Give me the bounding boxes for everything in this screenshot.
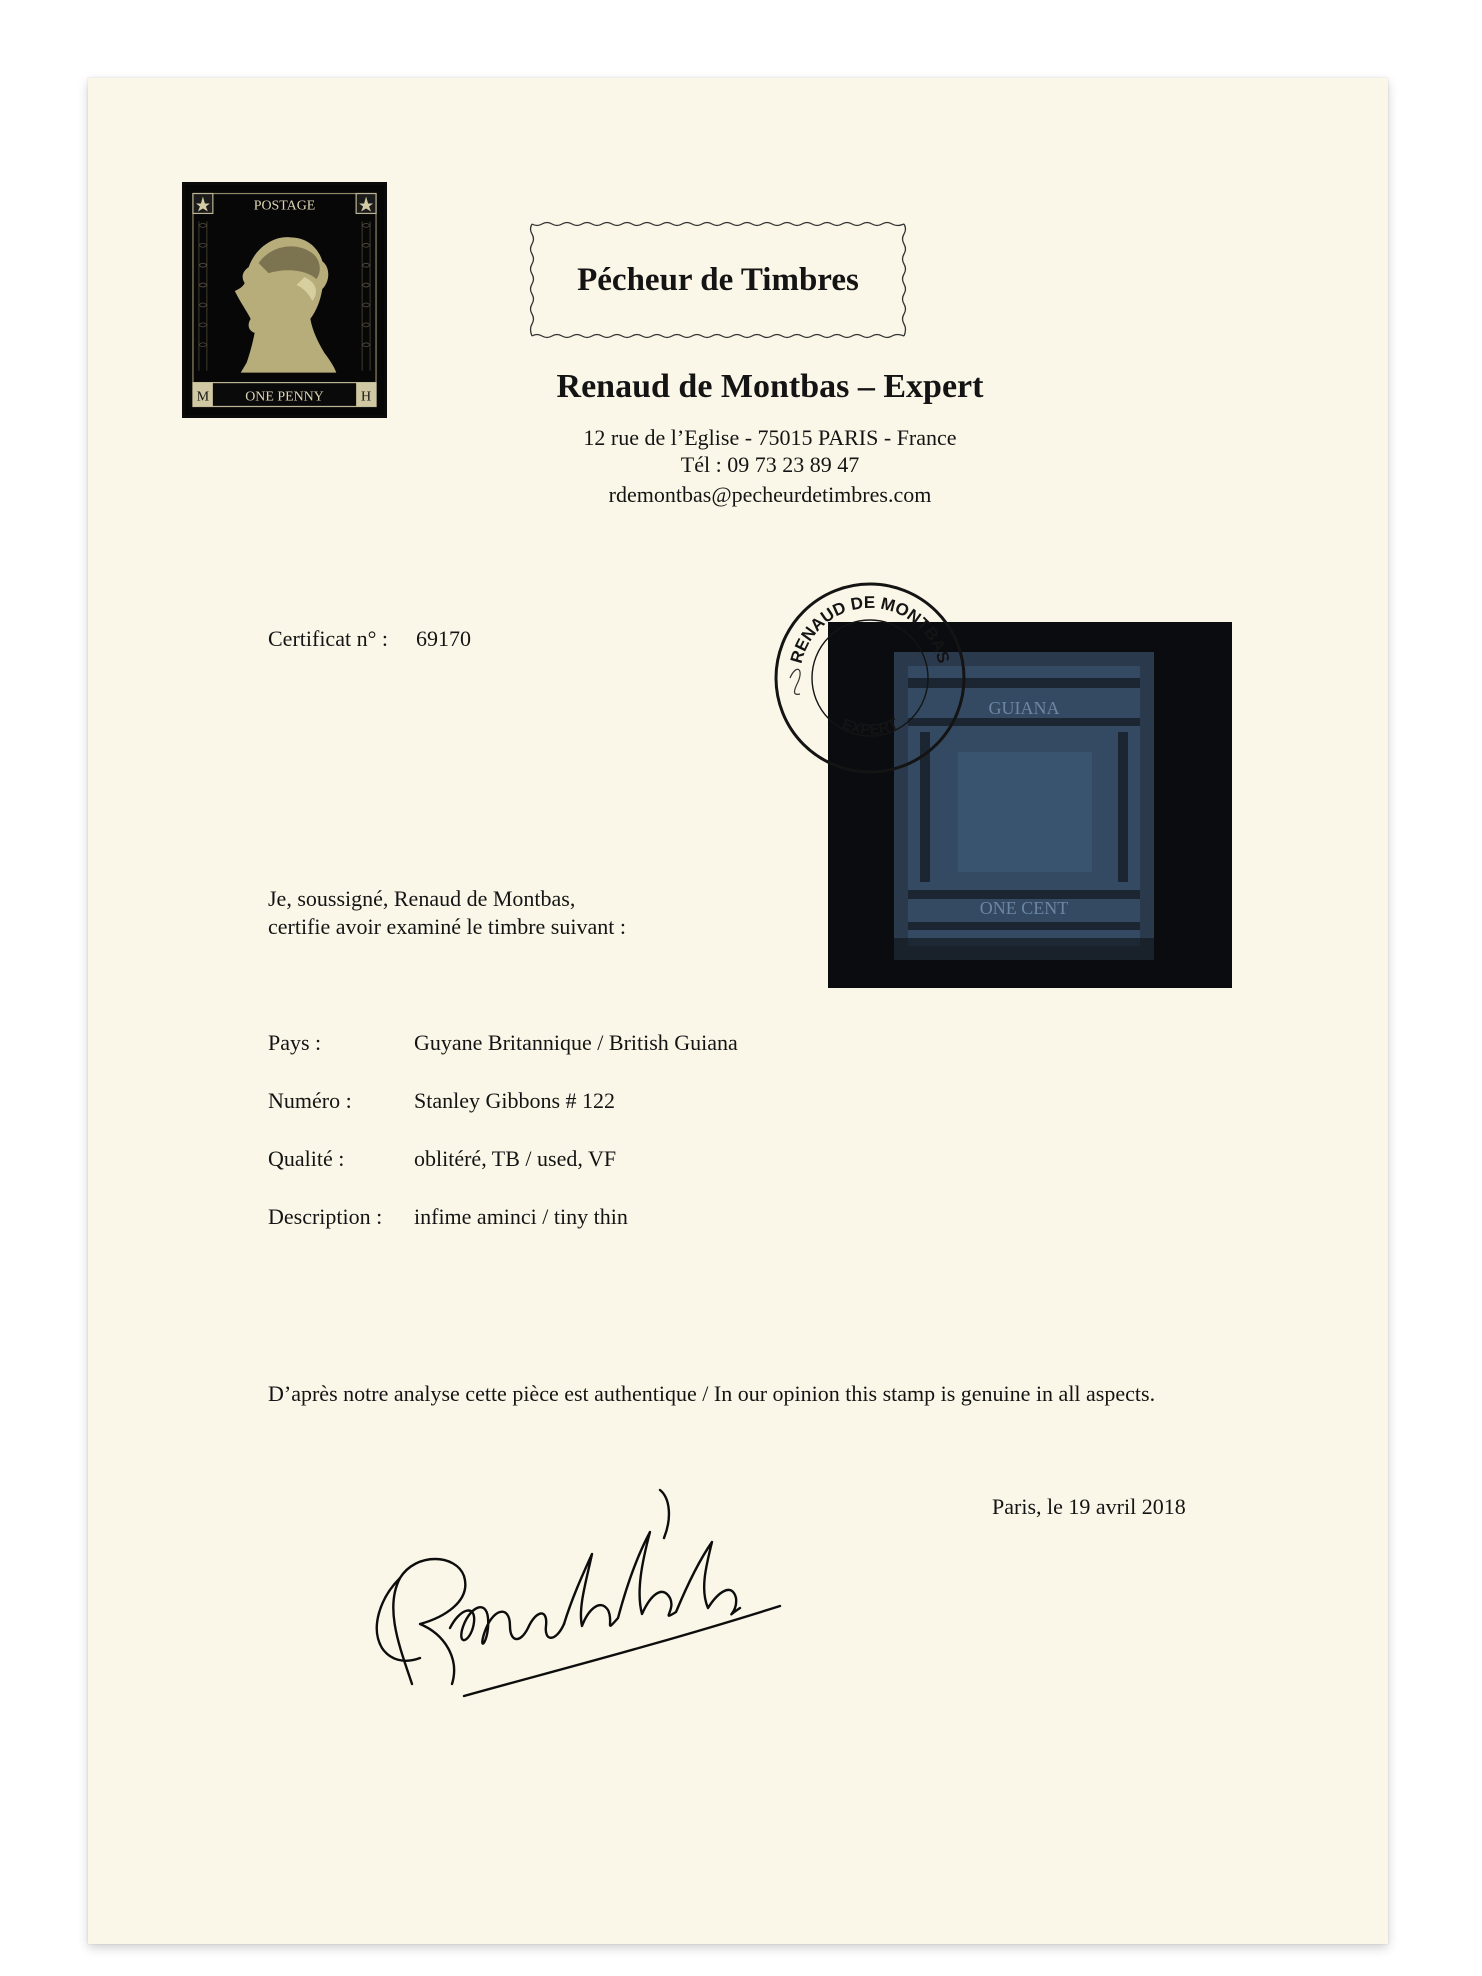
- place-and-date: Paris, le 19 avril 2018: [992, 1494, 1186, 1519]
- certificate-number-value: 69170: [416, 626, 471, 651]
- seal-bottom-text: EXPERT: [839, 715, 901, 739]
- handwritten-signature: [360, 1458, 800, 1718]
- expert-name: Renaud de Montbas – Expert: [556, 368, 984, 405]
- field-description-value: infime aminci / tiny thin: [414, 1204, 628, 1229]
- penny-black-corner-right-text: H: [361, 389, 372, 405]
- authenticity-statement: D’après notre analyse cette pièce est authentique / In our opinion this stamp is genuine in all aspects.: [268, 1381, 1156, 1406]
- penny-black-illustration: [185, 185, 384, 415]
- expert-seal-stamp: [770, 578, 970, 778]
- svg-text:EXPERT: [839, 715, 900, 738]
- field-country-label: Pays :: [268, 1030, 322, 1055]
- phone-number: Tél : 09 73 23 89 47: [680, 452, 860, 477]
- email-address: rdemontbas@pecheurdetimbres.com: [608, 482, 932, 507]
- penny-black-top-text: POSTAGE: [253, 198, 316, 214]
- stamp-photo-text-bottom: ONE CENT: [979, 898, 1069, 918]
- field-number-label: Numéro :: [268, 1088, 352, 1113]
- intro-line-1: Je, soussigné, Renaud de Montbas,: [268, 886, 576, 911]
- address-line: 12 rue de l’Eglise - 75015 PARIS - France: [583, 425, 957, 450]
- field-number-value: Stanley Gibbons # 122: [414, 1088, 616, 1113]
- penny-black-stamp-image: [182, 182, 387, 418]
- penny-black-bottom-text: ONE PENNY: [245, 389, 324, 405]
- brand-box: [528, 220, 908, 340]
- stamp-photo-text-top: GUIANA: [988, 698, 1060, 718]
- field-country-value: Guyane Britannique / British Guiana: [414, 1030, 738, 1055]
- penny-black-corner-left-text: M: [196, 389, 210, 405]
- certificate-number-label: Certificat n° :: [268, 626, 388, 651]
- field-description-label: Description :: [268, 1204, 383, 1229]
- brand-title: Pécheur de Timbres: [577, 261, 859, 298]
- intro-line-2: certifie avoir examiné le timbre suivant :: [268, 914, 626, 939]
- field-quality-value: oblitéré, TB / used, VF: [414, 1146, 617, 1171]
- seal-top-text: RENAUD DE MONTBAS: [786, 592, 954, 666]
- field-quality-label: Qualité :: [268, 1146, 345, 1171]
